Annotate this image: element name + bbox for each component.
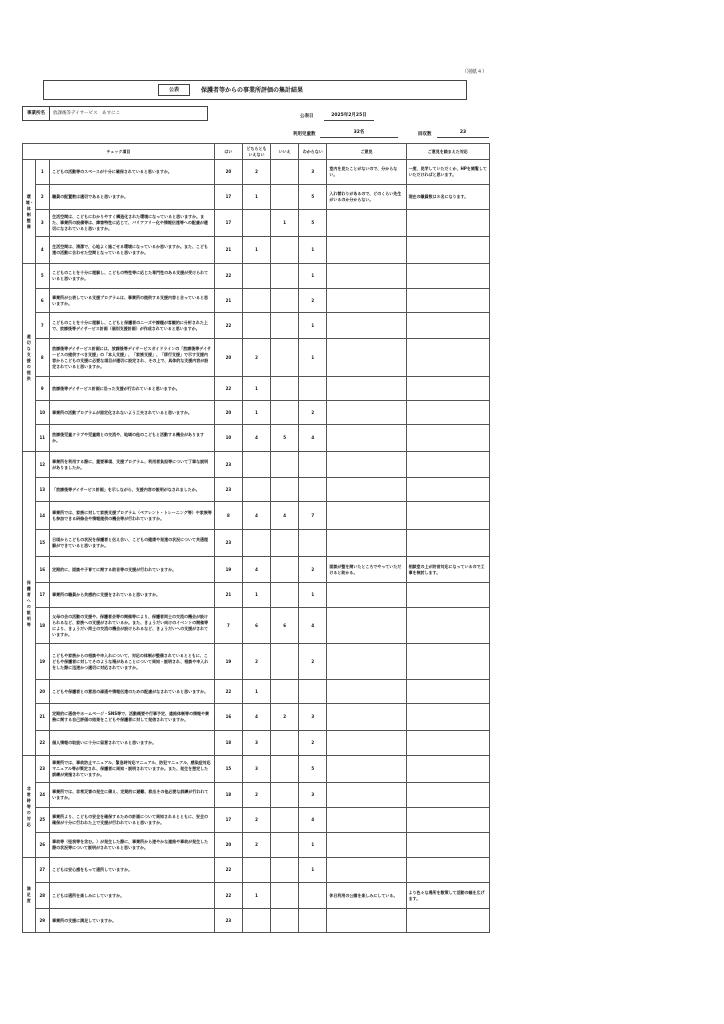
row-number: 27 [35, 858, 50, 883]
opinion-text [327, 608, 406, 644]
table-row [23, 557, 490, 583]
count-unknown [299, 478, 327, 502]
count-neither: 1 [242, 185, 270, 210]
count-no [271, 858, 299, 883]
row-number: 16 [35, 557, 50, 583]
opinion-text [327, 264, 406, 289]
count-neither: 4 [242, 557, 270, 583]
user-count-value: 32名 [320, 129, 398, 138]
opinion-text [327, 704, 406, 731]
row-number: 17 [35, 583, 50, 608]
count-neither [242, 313, 270, 339]
check-item-text: 事業所では、家族に対して家族支援プログラム（ペアレント・トレーニング等）や家族等も参加できる研修会や情報提供の機会等が行われていますか。 [50, 502, 215, 530]
category-label-text: 非常時等の対応 [26, 785, 31, 827]
count-unknown: 1 [299, 339, 327, 377]
response-text [406, 401, 489, 425]
category-label [23, 160, 36, 264]
count-unknown [299, 377, 327, 401]
row-number: 2 [35, 185, 50, 210]
publication-date-label: 公表日 [300, 114, 314, 119]
count-neither [242, 210, 270, 237]
count-unknown: 2 [299, 289, 327, 313]
public-badge: 公表 [158, 84, 190, 96]
count-no [271, 756, 299, 783]
table-row [23, 731, 490, 756]
check-item-text: こどもや家族からの相談や申入れについて、対応の体制が整備されているとともに、こどもや保護者に対してそのような場があることについて周知・説明され、相談や申入れをした際に迅速かつ適切に対応されていますか。 [50, 644, 215, 680]
opinion-text [327, 783, 406, 808]
table-header-row [23, 144, 490, 160]
table-row [23, 289, 490, 313]
opinion-text [327, 452, 406, 478]
response-text: 一度、見学していただくか、HPを閲覧していただければと思います。 [406, 160, 489, 185]
table-row [23, 704, 490, 731]
header-opinion: ご意見 [327, 144, 406, 160]
response-text [406, 783, 489, 808]
opinion-text [327, 377, 406, 401]
opinion-text [327, 502, 406, 530]
opinion-text: 入れ替わりがあるので、どのくらい先生がいるのか分からない。 [327, 185, 406, 210]
count-no [271, 583, 299, 608]
count-neither: 4 [242, 502, 270, 530]
count-unknown: 4 [299, 808, 327, 833]
table-row [23, 644, 490, 680]
count-unknown: 5 [299, 210, 327, 237]
count-neither: 1 [242, 237, 270, 264]
count-no [271, 478, 299, 502]
row-number: 8 [35, 339, 50, 377]
table-row [23, 502, 490, 530]
table-row [23, 377, 490, 401]
count-yes: 16 [214, 704, 242, 731]
table-row [23, 425, 490, 452]
count-no [271, 883, 299, 909]
row-number: 28 [35, 883, 50, 909]
count-unknown: 2 [299, 731, 327, 756]
count-yes: 22 [214, 858, 242, 883]
title-box [43, 80, 467, 100]
row-number: 24 [35, 783, 50, 808]
check-item-text: 事故等（怪我等を含む。）が発生した際に、事業所から速やかな連絡や事故が発生した際の状況等について説明がされていると思いますか。 [50, 833, 215, 858]
response-text [406, 425, 489, 452]
header-unknown: わからない [299, 144, 327, 160]
count-neither: 2 [242, 644, 270, 680]
opinion-text [327, 858, 406, 883]
check-item-text: 事業所の支援に満足していますか。 [50, 909, 215, 933]
row-number: 14 [35, 502, 50, 530]
opinion-text [327, 833, 406, 858]
category-label [23, 756, 36, 858]
check-item-text: こどもは通所を楽しみにしていますか。 [50, 883, 215, 909]
count-unknown: 5 [299, 756, 327, 783]
row-number: 15 [35, 530, 50, 557]
count-no [271, 530, 299, 557]
count-yes: 22 [214, 313, 242, 339]
count-no [271, 401, 299, 425]
response-text [406, 530, 489, 557]
row-number: 18 [35, 608, 50, 644]
row-number: 6 [35, 289, 50, 313]
response-text [406, 680, 489, 704]
user-count-label: 利用児童数 [293, 132, 316, 137]
table-row [23, 608, 490, 644]
count-unknown [299, 452, 327, 478]
opinion-text [327, 289, 406, 313]
category-label-text: 環境・体制整備 [25, 193, 34, 229]
count-no: 2 [271, 704, 299, 731]
row-number: 4 [35, 237, 50, 264]
check-item-text: 事業所を利用する際に、重要事項、支援プログラム、利用者負担等について丁寧な説明がありましたか。 [50, 452, 215, 478]
count-yes: 22 [214, 680, 242, 704]
count-neither: 2 [242, 833, 270, 858]
count-unknown: 1 [299, 833, 327, 858]
check-item-text: 職員の配置数は適切であると思いますか。 [50, 185, 215, 210]
count-yes: 23 [214, 530, 242, 557]
response-text [406, 289, 489, 313]
row-number: 19 [35, 644, 50, 680]
opinion-text: 面談が整を開いたところでやっていただけると助かる。 [327, 557, 406, 583]
count-no [271, 313, 299, 339]
check-item-text: 事業所では、非常災害の発生に備え、定期的に避難、救出その他必要な訓練が行われていますか。 [50, 783, 215, 808]
opinion-text [327, 237, 406, 264]
count-neither: 2 [242, 339, 270, 377]
opinion-text [327, 478, 406, 502]
count-yes: 19 [214, 644, 242, 680]
count-yes: 23 [214, 478, 242, 502]
row-number: 1 [35, 160, 50, 185]
response-text: より色々な場所を散策して活動の幅を広げます。 [406, 883, 489, 909]
count-yes: 8 [214, 502, 242, 530]
row-number: 12 [35, 452, 50, 478]
table-row [23, 160, 490, 185]
count-yes: 22 [214, 883, 242, 909]
count-unknown: 2 [299, 557, 327, 583]
response-text [406, 502, 489, 530]
count-neither: 3 [242, 731, 270, 756]
count-yes: 10 [214, 425, 242, 452]
opinion-text [327, 530, 406, 557]
count-neither: 2 [242, 783, 270, 808]
office-name-value: 放課後等デイサービス あすにこ [50, 106, 208, 121]
count-no [271, 909, 299, 933]
count-neither: 1 [242, 377, 270, 401]
check-item-text: 放課後等デイサービス計画に沿った支援が行われていると思いますか。 [50, 377, 215, 401]
count-unknown: 5 [299, 185, 327, 210]
count-no [271, 557, 299, 583]
response-text [406, 210, 489, 237]
count-yes: 20 [214, 401, 242, 425]
count-unknown [299, 883, 327, 909]
count-neither [242, 530, 270, 557]
count-unknown: 1 [299, 237, 327, 264]
count-yes: 17 [214, 808, 242, 833]
count-no: 5 [271, 425, 299, 452]
table-row [23, 401, 490, 425]
row-number: 29 [35, 909, 50, 933]
table-row [23, 833, 490, 858]
response-text [406, 909, 489, 933]
count-yes: 20 [214, 160, 242, 185]
check-item-text: 父母の会の活動の支援や、保護者会等の開催等により、保護者同士の交流の機会が設けられるなど、家族への支援がされているか。また、きょうだい向けのイベントの開催等により、きょうだい同士の交流の機会が設けられるなど、きょうだいへの支援がされていますか。 [50, 608, 215, 644]
check-item-text: 放課後児童クラブや児童館との交流や、地域の他のこどもと活動する機会がありますか。 [50, 425, 215, 452]
count-neither: 1 [242, 883, 270, 909]
evaluation-table [22, 143, 490, 933]
count-neither: 1 [242, 401, 270, 425]
opinion-text [327, 644, 406, 680]
row-number: 3 [35, 210, 50, 237]
count-unknown: 4 [299, 608, 327, 644]
response-text [406, 808, 489, 833]
row-number: 23 [35, 756, 50, 783]
count-yes: 7 [214, 608, 242, 644]
response-text: 現在の職員数は８名になります。 [406, 185, 489, 210]
table-row [23, 237, 490, 264]
count-unknown: 2 [299, 644, 327, 680]
count-no [271, 452, 299, 478]
response-text [406, 478, 489, 502]
row-number: 13 [35, 478, 50, 502]
response-text [406, 583, 489, 608]
count-yes: 23 [214, 909, 242, 933]
row-number: 11 [35, 425, 50, 452]
opinion-text [327, 909, 406, 933]
category-label [23, 858, 36, 933]
count-unknown: 7 [299, 502, 327, 530]
table-row [23, 313, 490, 339]
count-yes: 23 [214, 452, 242, 478]
table-row [23, 909, 490, 933]
row-number: 20 [35, 680, 50, 704]
count-unknown: 3 [299, 704, 327, 731]
table-row [23, 339, 490, 377]
header-neither: どちらともいえない [242, 144, 270, 160]
count-no: 6 [271, 608, 299, 644]
response-text [406, 858, 489, 883]
response-count-label: 回収数 [418, 132, 432, 137]
check-item-text: こどもや保護者との意思の疎通や情報伝達のための配慮がなされていると思いますか。 [50, 680, 215, 704]
row-number: 5 [35, 264, 50, 289]
header-no: いいえ [271, 144, 299, 160]
opinion-text: 室内を見たことがないので、分からない。 [327, 160, 406, 185]
count-neither: 6 [242, 608, 270, 644]
table-row [23, 185, 490, 210]
count-unknown: 1 [299, 858, 327, 883]
check-item-text: 個人情報の取扱いに十分に留意されていると思いますか。 [50, 731, 215, 756]
check-item-text: 事業所より、こどもの安全を確保するための計画について周知されるとともに、安全の確保が十分に行われた上で支援が行われていると思いますか。 [50, 808, 215, 833]
response-count-value: 23 [437, 129, 489, 138]
count-neither: 1 [242, 680, 270, 704]
response-text: 相談室の上が防音対応になっているので工事を検討します。 [406, 557, 489, 583]
count-yes: 17 [214, 185, 242, 210]
response-text [406, 313, 489, 339]
opinion-text [327, 808, 406, 833]
table-row [23, 680, 490, 704]
count-yes: 21 [214, 237, 242, 264]
check-item-text: 事業所の活動プログラムが固定化されないよう工夫されていると思いますか。 [50, 401, 215, 425]
response-text [406, 237, 489, 264]
form-number: （別紙４） [462, 69, 488, 75]
check-item-text: 事業所が公表している支援プログラムは、事業所の提供する支援内容と合っていると思いますか。 [50, 289, 215, 313]
opinion-text [327, 731, 406, 756]
check-item-text: 定期的に通信やホームページ・SNS等で、活動概要や行事予定、連絡体制等の情報や業務に関する自己評価の結果をこどもや保護者に対して発信されていますか。 [50, 704, 215, 731]
opinion-text [327, 313, 406, 339]
opinion-text [327, 680, 406, 704]
count-unknown: 1 [299, 264, 327, 289]
table-row [23, 478, 490, 502]
count-yes: 22 [214, 377, 242, 401]
check-item-text: こどもは安心感をもって通所していますか。 [50, 858, 215, 883]
check-item-text: 生活空間は、こどもにわかりやすく構造化された環境になっていると思いますか。また、事業所の設備等は、障害特性に応じて、バリアフリー化や情報伝達等への配慮が適切になされていると思いますか。 [50, 210, 215, 237]
table-row [23, 883, 490, 909]
response-text [406, 264, 489, 289]
table-row [23, 452, 490, 478]
row-number: 7 [35, 313, 50, 339]
count-unknown [299, 680, 327, 704]
count-neither: 3 [242, 756, 270, 783]
row-number: 26 [35, 833, 50, 858]
count-unknown [299, 909, 327, 933]
count-no [271, 185, 299, 210]
count-no [271, 644, 299, 680]
count-no [271, 377, 299, 401]
count-neither [242, 909, 270, 933]
response-text [406, 704, 489, 731]
row-number: 25 [35, 808, 50, 833]
check-item-text: こどものことを十分に理解し、こどもの特性等に応じた専門性のある支援が受けられていると思いますか。 [50, 264, 215, 289]
check-item-text: 放課後等デイサービス計画には、放課後等デイサービスガイドラインの「放課後等デイサービスの提供すべき支援」の「本人支援」、「家族支援」、「移行支援」で示す支援内容からこどもの支援に必要な項目が適切に設定され、その上で、具体的な支援内容が設定されていると思いますか。 [50, 339, 215, 377]
count-yes: 21 [214, 583, 242, 608]
opinion-text [327, 339, 406, 377]
category-label-text: 適切な支援の提供 [26, 333, 31, 381]
opinion-text: 休日利用の公園を楽しみにしている。 [327, 883, 406, 909]
count-neither [242, 452, 270, 478]
opinion-text [327, 583, 406, 608]
opinion-text [327, 756, 406, 783]
table-row [23, 583, 490, 608]
check-item-text: 事業所の職員から共感的に支援をされていると思いますか。 [50, 583, 215, 608]
count-unknown: 4 [299, 425, 327, 452]
count-yes: 22 [214, 264, 242, 289]
count-unknown: 2 [299, 401, 327, 425]
publication-date-value: 2025年2月25日 [324, 111, 374, 121]
category-label-text: 保護者への説明等 [26, 579, 31, 627]
count-unknown [299, 530, 327, 557]
check-item-text: 生活空間は、清潔で、心地よく過ごせる環境になっているか思いますか。また、こども達の活動に合わせた空間となっていると思いますか。 [50, 237, 215, 264]
count-neither: 2 [242, 808, 270, 833]
count-unknown: 3 [299, 160, 327, 185]
count-no [271, 680, 299, 704]
count-yes: 15 [214, 756, 242, 783]
check-item-text: 事業所では、事故防止マニュアル、緊急時対応マニュアル、防犯マニュアル、感染症対応マニュアル等が策定され、保護者に周知・説明されていますか。また、発生を想定した訓練が実施されていますか。 [50, 756, 215, 783]
response-text [406, 339, 489, 377]
response-text [406, 452, 489, 478]
row-number: 10 [35, 401, 50, 425]
count-neither [242, 478, 270, 502]
check-item-text: こどもの活動等のスペースが十分に確保されていると思いますか。 [50, 160, 215, 185]
count-no [271, 731, 299, 756]
table-row [23, 858, 490, 883]
count-no [271, 160, 299, 185]
count-yes: 18 [214, 783, 242, 808]
table-row [23, 756, 490, 783]
count-unknown: 3 [299, 783, 327, 808]
office-name-label: 事業所名 [22, 106, 50, 121]
check-item-text: こどものことを十分に理解し、こどもと保護者のニーズや課題が客観的に分析された上で、放課後等デイサービス計画（個別支援計画）が作成されていると思いますか。 [50, 313, 215, 339]
count-neither [242, 264, 270, 289]
row-number: 21 [35, 704, 50, 731]
count-neither: 2 [242, 160, 270, 185]
count-no [271, 237, 299, 264]
count-unknown: 1 [299, 583, 327, 608]
count-neither: 1 [242, 583, 270, 608]
count-yes: 18 [214, 731, 242, 756]
count-no [271, 289, 299, 313]
count-no [271, 264, 299, 289]
count-unknown: 1 [299, 313, 327, 339]
check-item-text: 定期的に、面談や子育てに関する助言等の支援が行われていますか。 [50, 557, 215, 583]
table-row [23, 783, 490, 808]
count-yes: 17 [214, 210, 242, 237]
category-label [23, 452, 36, 756]
row-number: 22 [35, 731, 50, 756]
count-no [271, 808, 299, 833]
page-title: 保護者等からの事業所評価の集計結果 [201, 87, 304, 94]
response-text [406, 833, 489, 858]
count-no: 1 [271, 210, 299, 237]
category-label [23, 264, 36, 452]
header-response: ご意見を踏まえた対応 [406, 144, 489, 160]
category-label-text: 満足度 [26, 886, 31, 903]
count-neither [242, 858, 270, 883]
table-row [23, 808, 490, 833]
opinion-text [327, 210, 406, 237]
check-item-text: 「放課後等デイサービス計画」を示しながら、支援内容の説明がなされましたか。 [50, 478, 215, 502]
table-row [23, 530, 490, 557]
count-no: 4 [271, 502, 299, 530]
count-neither [242, 289, 270, 313]
count-no [271, 833, 299, 858]
header-check-item: チェック項目 [23, 144, 215, 160]
count-yes: 20 [214, 339, 242, 377]
table-row [23, 264, 490, 289]
response-text [406, 731, 489, 756]
count-no [271, 783, 299, 808]
header-yes: はい [214, 144, 242, 160]
row-number: 9 [35, 377, 50, 401]
count-yes: 21 [214, 289, 242, 313]
count-neither: 4 [242, 704, 270, 731]
count-yes: 19 [214, 557, 242, 583]
count-neither: 4 [242, 425, 270, 452]
response-text [406, 377, 489, 401]
response-text [406, 608, 489, 644]
check-item-text: 日頃からこどもの状況を保護者と伝え合い、こどもの健康や発達の状況について共通理解ができていると思いますか。 [50, 530, 215, 557]
count-yes: 20 [214, 833, 242, 858]
opinion-text [327, 425, 406, 452]
response-text [406, 756, 489, 783]
response-text [406, 644, 489, 680]
count-no [271, 339, 299, 377]
table-row [23, 210, 490, 237]
opinion-text [327, 401, 406, 425]
